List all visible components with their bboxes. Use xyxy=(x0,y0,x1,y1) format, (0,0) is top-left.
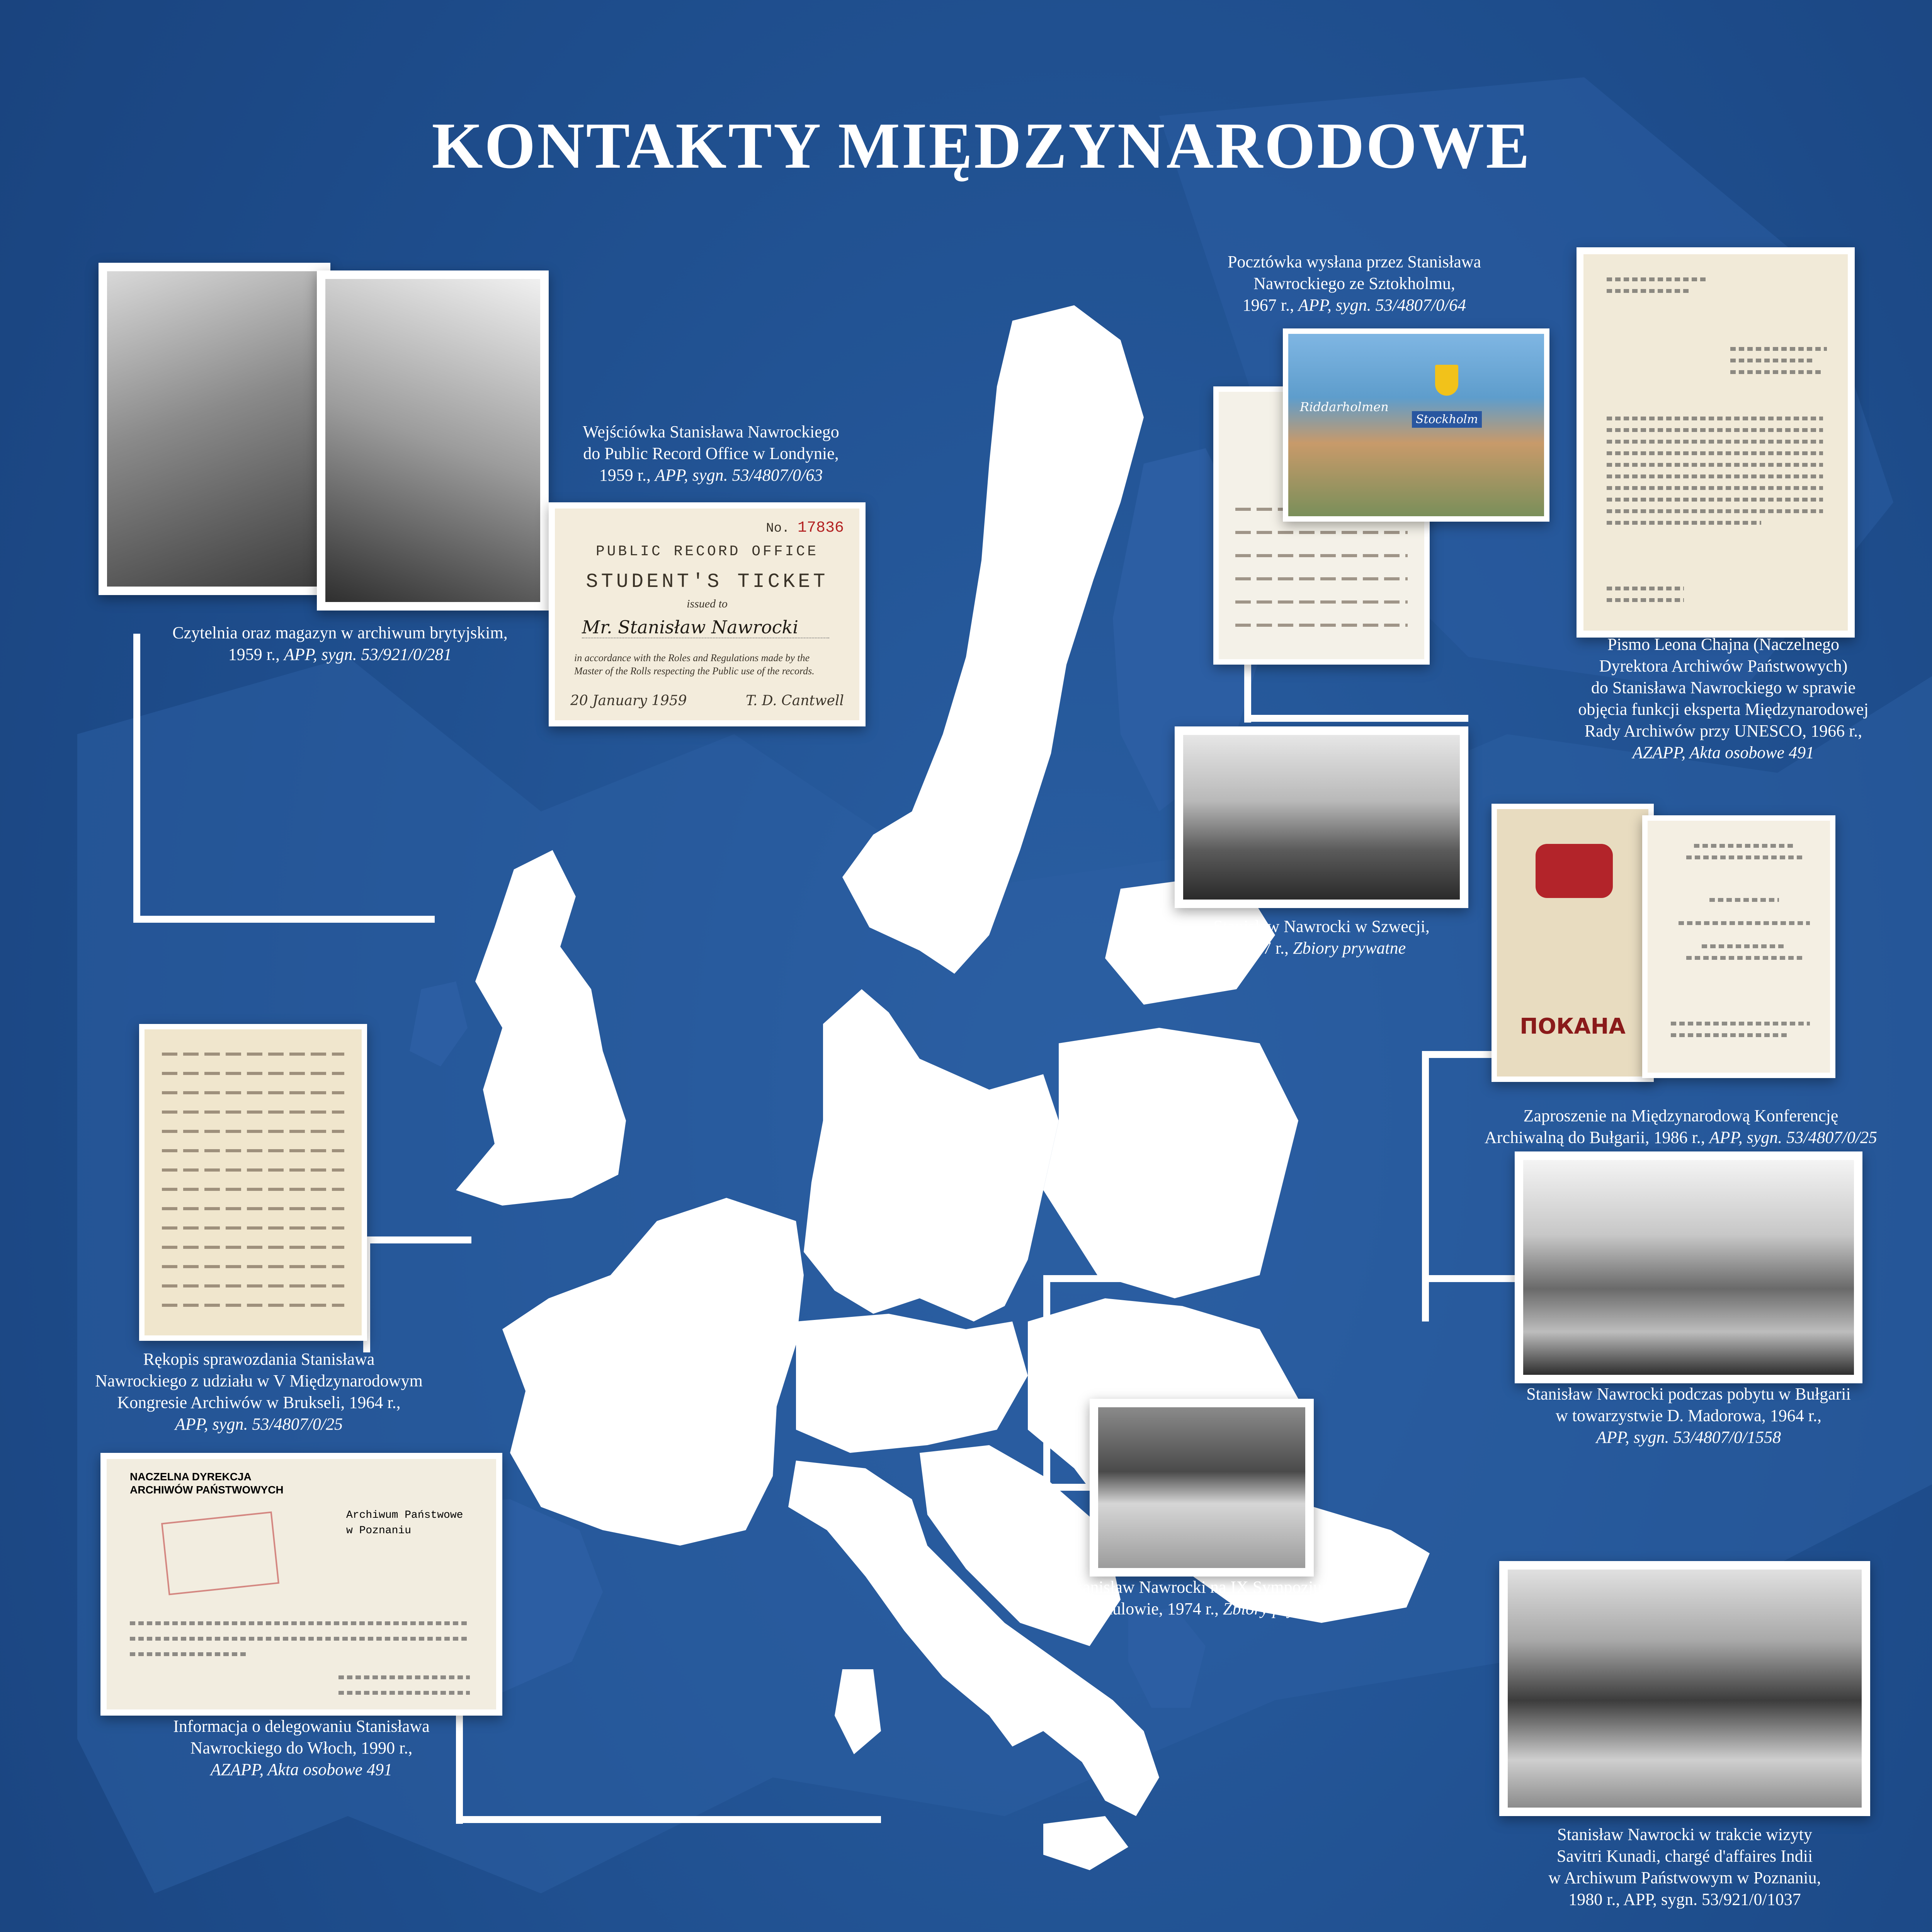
library-reading-room-image xyxy=(107,271,322,587)
bulgaria-invitation-caption xyxy=(1422,1105,1932,1148)
student-ticket-document xyxy=(549,502,866,726)
italy-caption-line2: Nawrockiego do Włoch, 1990 r., xyxy=(190,1738,413,1757)
postcard-coat-of-arms-icon xyxy=(1435,365,1458,396)
kunadi-caption-line3: w Archiwum Państwowym w Poznaniu, xyxy=(1548,1868,1821,1887)
ticket-title: STUDENT'S TICKET xyxy=(586,570,828,593)
postcard-label-riddarholmen: Riddarholmen xyxy=(1300,400,1389,414)
chajn-caption-line1: Pismo Leona Chajna (Naczelnego xyxy=(1607,635,1839,654)
library-caption-line1: Czytelnia oraz magazyn w archiwum brytyjskim, xyxy=(172,623,508,642)
mikulov-caption-line1: Stanisław Nawrocki na IX Sympozjum xyxy=(1068,1578,1335,1597)
mikulov-photo xyxy=(1090,1399,1314,1577)
connector-library-h xyxy=(133,916,435,923)
chajn-caption-line6: AZAPP, Akta osobowe 491 xyxy=(1632,743,1815,762)
connector-manuscript-h xyxy=(363,1236,471,1243)
chajn-caption-line4: objęcia funkcji eksperta Międzynarodowej xyxy=(1578,700,1869,719)
bulgaria-photo-image xyxy=(1523,1160,1854,1375)
bulgaria-invitation-inside xyxy=(1642,815,1835,1078)
ticket-caption xyxy=(553,421,869,486)
chajn-letter-paper xyxy=(1583,254,1848,631)
library-caption xyxy=(143,622,537,665)
ticket-heading: PUBLIC RECORD OFFICE xyxy=(595,543,819,560)
chajn-caption-line5: Rady Archiwów przy UNESCO, 1966 r., xyxy=(1584,721,1862,740)
kunadi-caption xyxy=(1461,1824,1909,1910)
connector-library-v xyxy=(133,634,140,920)
chajn-caption-line3: do Stanisława Nawrockiego w sprawie xyxy=(1591,678,1856,697)
postcard-caption-line1: Pocztówka wysłana przez Stanisława xyxy=(1227,252,1481,271)
connector-postcard-v xyxy=(1244,665,1251,723)
ticket-body: in accordance with the Roles and Regulations made by the Master of the Rolls respecting the Public use of the records. xyxy=(574,652,815,677)
chajn-caption-line2: Dyrektora Archiwów Państwowych) xyxy=(1599,656,1848,675)
brussels-caption-line1: Rękopis sprawozdania Stanisława xyxy=(143,1350,375,1369)
sweden-photo xyxy=(1175,726,1468,908)
poster-title: KONTAKTY MIĘDZYNARODOWE xyxy=(432,109,1531,182)
kunadi-caption-line2: Savitri Kunadi, chargé d'affaires Indii xyxy=(1556,1847,1813,1866)
ticket-date: 20 January 1959 xyxy=(570,693,687,709)
bulgaria-photo-caption-line3: APP, sygn. 53/4807/0/1558 xyxy=(1596,1428,1781,1447)
bulgaria-photo-caption xyxy=(1461,1383,1917,1448)
bulgaria-photo-caption-line1: Stanisław Nawrocki podczas pobytu w Bułgarii xyxy=(1526,1384,1851,1403)
italy-caption-line1: Informacja o delegowaniu Stanisława xyxy=(173,1717,430,1736)
library-stacks-image xyxy=(325,279,540,602)
italy-doc-to1: Archiwum Państwowe xyxy=(346,1509,463,1521)
connector-postcard-h xyxy=(1244,715,1468,722)
bulgaria-photo-caption-line2: w towarzystwie D. Madorowa, 1964 r., xyxy=(1556,1406,1821,1425)
brussels-caption-line4: APP, sygn. 53/4807/0/25 xyxy=(175,1415,343,1434)
sweden-caption-line2: 1967 r., Zbiory prywatne xyxy=(1237,939,1406,957)
connector-italy-h xyxy=(456,1816,881,1823)
postcard-caption xyxy=(1190,251,1519,316)
postcard-front xyxy=(1283,328,1549,522)
connector-bulgaria-h2 xyxy=(1422,1275,1515,1282)
bulgaria-invite-caption-line1: Zaproszenie na Międzynarodową Konferencję xyxy=(1523,1106,1838,1125)
kunadi-visit-photo xyxy=(1499,1561,1870,1816)
brussels-manuscript-document xyxy=(139,1024,367,1341)
ticket-caption-line3: 1959 r., APP, sygn. 53/4807/0/63 xyxy=(599,466,823,485)
connector-mikulov-v xyxy=(1043,1275,1050,1492)
mikulov-photo-image xyxy=(1098,1407,1305,1568)
mikulov-caption xyxy=(1028,1577,1376,1620)
kunadi-visit-photo-image xyxy=(1508,1570,1862,1808)
brussels-caption-line3: Kongresie Archiwów w Brukseli, 1964 r., xyxy=(117,1393,401,1412)
chajn-letter-caption xyxy=(1522,634,1924,764)
ticket-caption-line1: Wejściówka Stanisława Nawrockiego xyxy=(583,422,839,441)
italy-doc-header1: NACZELNA DYREKCJA xyxy=(130,1471,252,1483)
sweden-caption xyxy=(1159,916,1484,959)
italy-delegation-caption xyxy=(100,1716,502,1781)
postcard-caption-line3: 1967 r., APP, sygn. 53/4807/0/64 xyxy=(1242,296,1466,315)
italy-doc-stamp xyxy=(161,1511,279,1595)
ticket-signature: T. D. Cantwell xyxy=(746,693,844,709)
connector-mikulov-h2 xyxy=(1043,1275,1144,1282)
italy-doc-header2: ARCHIWÓW PAŃSTWOWYCH xyxy=(130,1484,284,1496)
brussels-caption-line2: Nawrockiego z udziału w V Międzynarodowym xyxy=(95,1371,423,1390)
sweden-caption-line1: Stanisław Nawrocki w Szwecji, xyxy=(1213,917,1430,936)
italy-doc-to2: w Poznaniu xyxy=(346,1525,412,1537)
library-caption-line2: 1959 r., APP, sygn. 53/921/0/281 xyxy=(228,645,452,664)
ticket-caption-line2: do Public Record Office w Londynie, xyxy=(583,444,839,463)
bulgaria-invite-caption-line2: Archiwalną do Bułgarii, 1986 r., APP, sygn. 53/4807/0/25 xyxy=(1485,1128,1877,1147)
mikulov-caption-line2: w Mikulowie, 1974 r., Zbiory prywatne xyxy=(1067,1599,1336,1618)
bulgaria-invitation-text xyxy=(1648,821,1830,1073)
bulgaria-invitation-card xyxy=(1492,804,1654,1082)
kunadi-caption-line1: Stanisław Nawrocki w trakcie wizyty xyxy=(1557,1825,1812,1844)
italy-delegation-paper xyxy=(107,1459,496,1709)
bulgaria-invitation-cover xyxy=(1497,809,1648,1077)
ticket-number: No. 17836 xyxy=(766,519,844,537)
postcard-front-image xyxy=(1288,334,1544,516)
student-ticket-paper xyxy=(555,509,859,720)
bulgaria-lion-emblem-icon xyxy=(1536,844,1613,898)
bulgaria-photo xyxy=(1515,1151,1862,1383)
italy-delegation-document xyxy=(100,1453,502,1716)
bulgaria-invitation-word: ПОКАНА xyxy=(1520,1014,1626,1039)
ticket-name: Mr. Stanisław Nawrocki xyxy=(582,617,829,638)
postcard-label-stockholm: Stockholm xyxy=(1412,411,1482,428)
ticket-issued: issued to xyxy=(687,597,728,610)
italy-caption-line3: AZAPP, Akta osobowe 491 xyxy=(210,1760,393,1779)
sweden-photo-image xyxy=(1183,735,1460,900)
chajn-letter-document xyxy=(1577,247,1855,638)
brussels-manuscript-caption xyxy=(93,1349,425,1435)
postcard-caption-line2: Nawrockiego ze Sztokholmu, xyxy=(1253,274,1455,293)
map-sicily xyxy=(1043,1816,1128,1870)
library-stacks-photo xyxy=(317,270,549,611)
brussels-manuscript-paper xyxy=(145,1029,362,1335)
library-reading-room-photo xyxy=(99,263,330,595)
kunadi-caption-line4: 1980 r., APP, sygn. 53/921/0/1037 xyxy=(1568,1890,1801,1909)
